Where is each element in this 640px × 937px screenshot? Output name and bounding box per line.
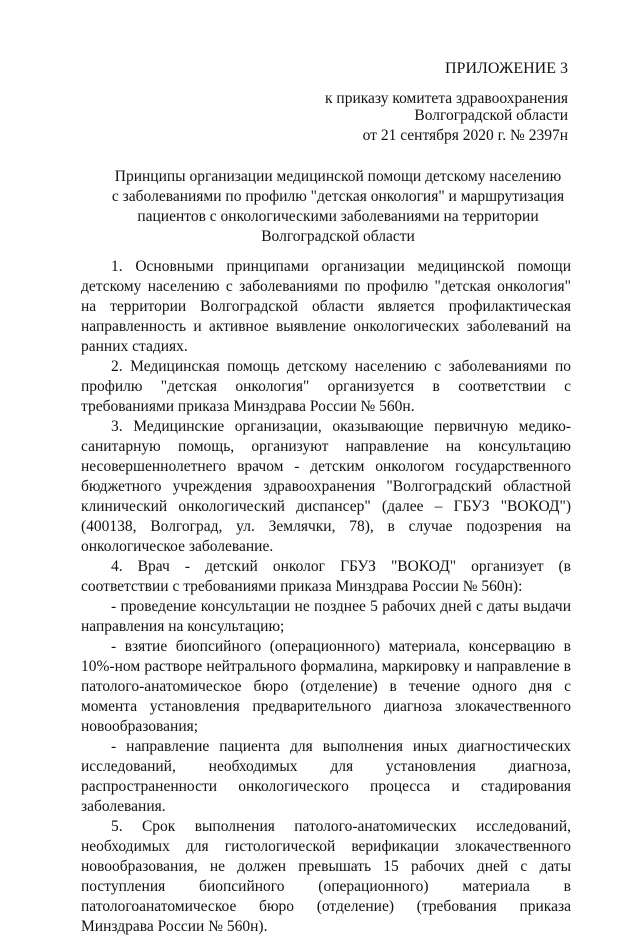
order-date: от 21 сентября 2020 г. № 2397н (362, 127, 568, 144)
paragraph-4-item-3: - направление пациента для выполнения иных диагностических исследований, необходимых для установления диагноза, распространенности онкологического процесса и стадирования заболевания. (81, 738, 571, 815)
paragraph-4-item-1: - проведение консультации не позднее 5 рабочих дней с даты выдачи направления на консультацию; (81, 598, 571, 635)
paragraph-3: 3. Медицинские организации, оказывающие первичную медико-санитарную помощь, организуют направление на консультацию несовершеннолетнего врачом - детским онкологом государственного бюджетного учреждения здравоохранения "Волгоградский областной клинический онкологический диспансер" (далее – ГБУЗ "ВОКОД") (400138, Волгоград, ул. Землячки, 78), в случае подозрения на онкологическое заболевание. (81, 418, 571, 555)
title-line-4: Волгоградской области (261, 228, 415, 245)
order-line-1: к приказу комитета здравоохранения (325, 90, 568, 107)
order-reference (325, 90, 568, 124)
title-line-2: с заболеваниями по профилю "детская онкология" и маршрутизация (111, 188, 565, 205)
document-body (81, 257, 571, 937)
order-line-2: Волгоградской области (414, 107, 568, 124)
title-line-1: Принципы организации медицинской помощи детскому населению (114, 168, 562, 185)
paragraph-5: 5. Срок выполнения патолого-анатомических исследований, необходимых для гистологической верификации злокачественного новообразования, не должен превышать 15 рабочих дней с даты поступления биопсийного (операционного) материала в патологоанатомическое бюро (отделение) (требования приказа Минздрава России № 560н). (81, 818, 571, 935)
title-line-3: пациентов с онкологическими заболеваниями на территории (137, 208, 539, 225)
paragraph-1: 1. Основными принципами организации медицинской помощи детскому населению с заболеваниями по профилю "детская онкология" на территории Волгоградской области является профилактическая направленность и активное выявление онкологических заболеваний на ранних стадиях. (81, 258, 571, 355)
document-title (88, 167, 588, 247)
appendix-title: ПРИЛОЖЕНИЕ 3 (444, 60, 568, 77)
paragraph-2: 2. Медицинская помощь детскому населению с заболеваниями по профилю "детская онкология" организуется в соответствии с требованиями приказа Минздрава России № 560н. (81, 358, 571, 415)
paragraph-4: 4. Врач - детский онколог ГБУЗ "ВОКОД" организует (в соответствии с требованиями приказа Минздрава России № 560н): (81, 558, 571, 595)
paragraph-4-item-2: - взятие биопсийного (операционного) материала, консервацию в 10%-ном растворе нейтрального формалина, маркировку и направление в патолого-анатомическое бюро (отделение) в течение одного дня с момента установления предварительного диагноза злокачественного новообразования; (81, 638, 571, 735)
